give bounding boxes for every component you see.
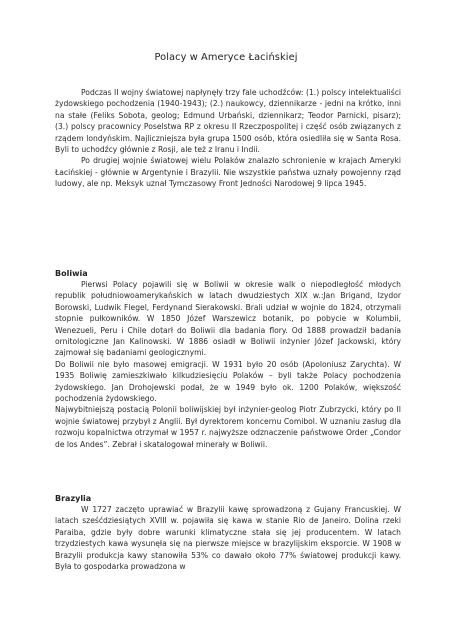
boliwia-paragraph-1: Pierwsi Polacy pojawili się w Boliwii w okresie walk o niepodległość młodych republik południowoamerykańskich w latach dwudziestych XIX w.:Jan Brigand, Izydor Borowski, Ludwik Flegel, Ferdynand Sierakowski. Brali udział w wojnie do 1824, otrzymali stopnie pułkowników. W 1850 Józef Warszewicz botanik, po pobycie w Kolumbii, Wenezueli, Peru i Chile dotarł do Boliwii dla badania flory. Od 1888 prowadził badania ornitologiczne Jan Kalinowski. W 1886 osiadł w Boliwii inżynier Józef Jackowski, który zajmował się badaniami geologicznymi. [55, 280, 401, 358]
boliwia-heading: Boliwia [55, 269, 88, 278]
boliwia-paragraph-3: Najwybitniejszą postacią Polonii boliwijskiej był inżynier-geolog Piotr Zubrzycki, który po II wojnie światowej przybył z Anglii. Był dyrektorem koncernu Comibol. W uznaniu zasług dla rozwoju kopalnictwa otrzymał w 1957 r. najwyższe odznaczenie państwowe Order „Condor de los Andes”. Zebrał i skatalogował minerały w Boliwii. [55, 405, 401, 449]
brazylia-section [55, 493, 401, 572]
document-title: Polacy w Ameryce Łacińskiej [154, 52, 298, 63]
intro-paragraph-2: Po drugiej wojnie światowej wielu Polaków znalazło schronienie w krajach Ameryki Łacińskiej - głównie w Argentynie i Brazylii. Nie wszystkie państwa uznały powojenny rząd ludowy, ale np. Meksyk uznał Tymczasowy Front Jedności Narodowej 9 lipca 1945. [55, 156, 401, 189]
brazylia-paragraph-1: W 1727 zaczęto uprawiać w Brazylii kawę sprowadzoną z Gujany Francuskiej. W latach sześćdziesiątych XVIII w. pojawiła się kawa w stanie Rio de Janeiro. Dolina rzeki Paraiba, gdzie były dobre warunki klimatyczne stała się jej producentem. W latach trzydziestych kawa wysunęła się na pierwsze miejsce w brazylijskim eksporcie. W 1908 w Brazylii produkcja kawy stanowiła 53% co dawało około 77% światowej produkcji kawy. Była to gospodarka prowadzona w [55, 505, 401, 572]
boliwia-section [55, 268, 401, 450]
intro-paragraph-1: Podczas II wojny światowej napłynęły trzy fale uchodźców: (1.) polscy intelektualiści żydowskiego pochodzenia (1940-1943); (2.) naukowcy, dziennikarze - jedni na krótko, inni na stałe (Feliks Sobota, geolog; Edmund Urbański, dziennikarz; Teodor Parnicki, pisarz); (3.) polscy pracownicy Poselstwa RP z okresu II Rzeczpospolitej i część osób związanych z rządem londyńskim. Najliczniejsza była grupa 1500 osób, która osiedliła się w Santa Rosa. Byli to uchodźcy głównie z Rosji, ale też z Iranu i Indii. [55, 88, 401, 155]
intro-section [55, 87, 401, 190]
brazylia-heading: Brazylia [55, 494, 92, 503]
boliwia-paragraph-2: Do Boliwii nie było masowej emigracji. W 1931 było 20 osób (Apoloniusz Zarychta). W 1935 Boliwię zamieszkiwało kilkudziesięciu Polaków – byli także Polacy pochodzenia żydowskiego. Jan Drohojewski podał, że w 1949 było ok. 1200 Polaków, większość pochodzenia żydowskiego. [55, 359, 401, 404]
